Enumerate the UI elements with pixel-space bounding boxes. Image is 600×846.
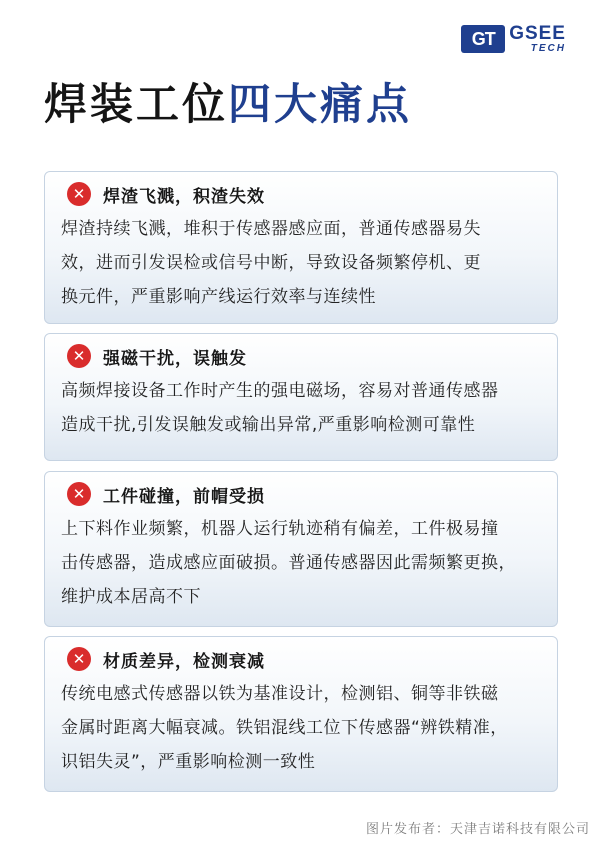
card-header [61,645,543,673]
card-body-line: 高频焊接设备工作时产生的强电磁场，容易对普通传感器 [61,381,499,401]
card-body-line: 上下料作业频繁，机器人运行轨迹稍有偏差，工件极易撞 [61,519,499,539]
card-body-line: 维护成本居高不下 [61,587,201,607]
card-body-line: 焊渣持续飞溅，堆积于传感器感应面，普通传感器易失 [61,219,481,239]
logo-line2: TECH [530,43,566,54]
card-header [61,480,543,508]
close-icon: ✕ [67,182,91,206]
card-body [61,512,543,614]
card-body-line: 造成干扰,引发误触发或输出异常,严重影响检测可靠性 [61,415,476,435]
close-icon: ✕ [67,344,91,368]
card-header [61,342,543,370]
card-body-line: 换元件，严重影响产线运行效率与连续性 [61,287,376,307]
close-icon: ✕ [67,647,91,671]
title-part2: 四大痛点 [228,80,412,130]
card-title: 焊渣飞溅，积渣失效 [103,186,265,207]
card-body [61,677,543,779]
pain-point-card-2 [44,333,558,461]
close-icon: ✕ [67,482,91,506]
card-header [61,180,543,208]
company-logo [461,24,566,54]
card-body [61,374,543,442]
logo-mark: GT [461,25,505,53]
card-body-line: 传统电感式传感器以铁为基准设计，检测铝、铜等非铁磁 [61,684,499,704]
title-part1: 焊装工位 [44,80,228,130]
card-body-line: 效，进而引发误检或信号中断，导致设备频繁停机、更 [61,253,481,273]
card-body [61,212,543,314]
card-body-line: 击传感器，造成感应面破损。普通传感器因此需频繁更换， [61,553,516,573]
card-body-line: 识铝失灵”，严重影响检测一致性 [61,752,316,772]
card-title: 工件碰撞，前帽受损 [103,486,265,507]
pain-point-card-3 [44,471,558,627]
card-body-line: 金属时距离大幅衰减。铁铝混线工位下传感器“辨铁精准， [61,718,508,738]
card-title: 材质差异，检测衰减 [103,651,265,672]
pain-point-card-4 [44,636,558,792]
page-title [44,80,412,130]
logo-line1: GSEE [509,23,566,44]
card-title: 强磁干扰，误触发 [103,348,247,369]
publisher-credit: 图片发布者：天津吉诺科技有限公司 [365,822,590,837]
pain-point-card-1 [44,171,558,324]
logo-text [509,24,566,54]
